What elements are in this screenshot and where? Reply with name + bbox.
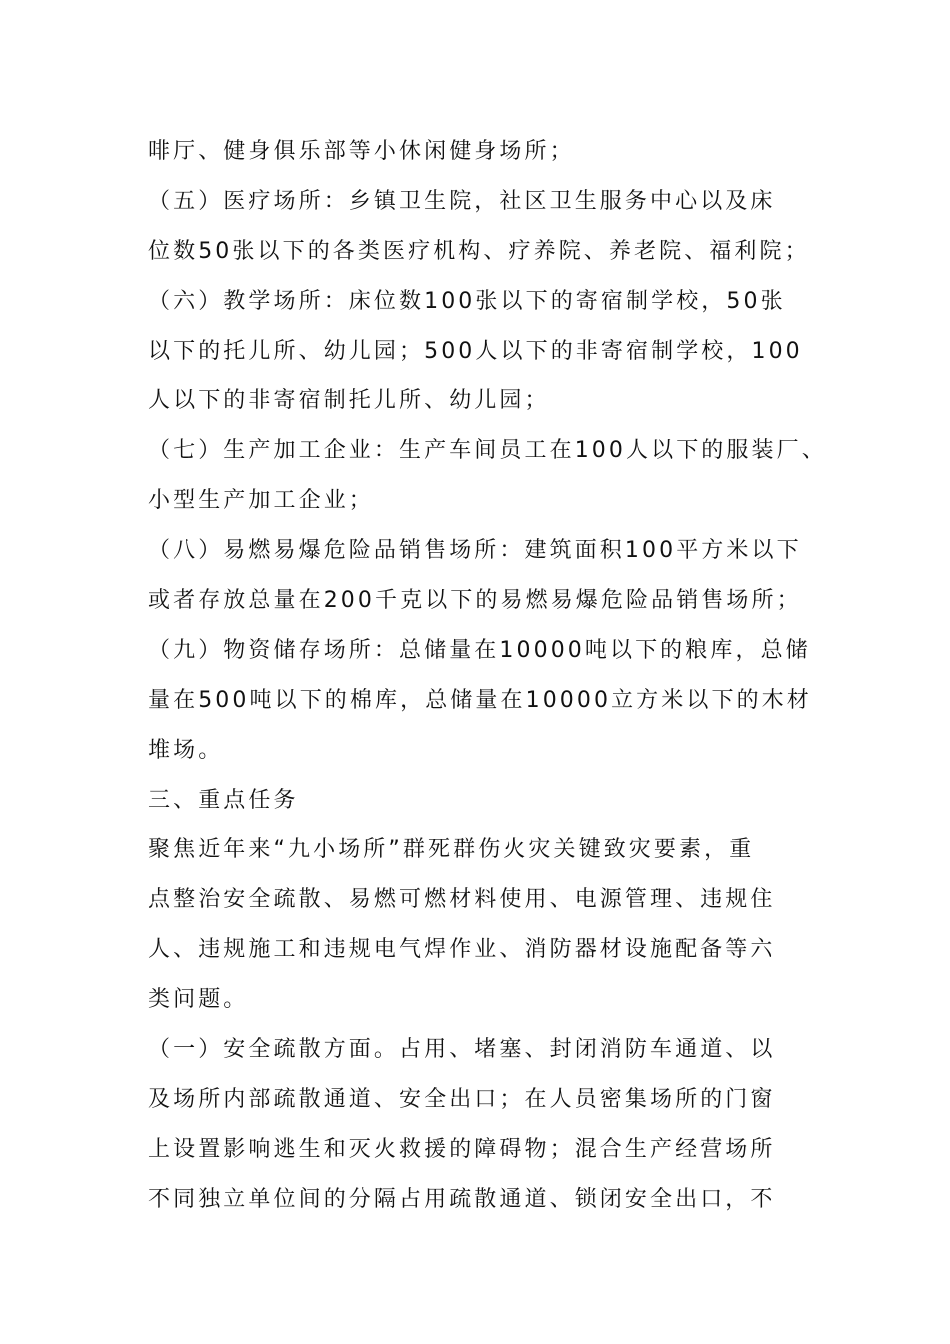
text-line: （五）医疗场所：乡镇卫生院，社区卫生服务中心以及床 bbox=[148, 188, 776, 214]
text-line: 上设置影响逃生和灭火救援的障碍物；混合生产经营场所 bbox=[148, 1136, 776, 1162]
text-line: 以下的托儿所、幼儿园；500人以下的非寄宿制学校，100 bbox=[148, 338, 803, 364]
text-line: 或者存放总量在200千克以下的易燃易爆危险品销售场所； bbox=[148, 588, 802, 614]
text-line: 人、违规施工和违规电气焊作业、消防器材设施配备等六 bbox=[148, 937, 776, 963]
text-line: 小型生产加工企业； bbox=[148, 488, 374, 514]
text-line: （六）教学场所：床位数100张以下的寄宿制学校，50张 bbox=[148, 288, 786, 314]
text-line: 类问题。 bbox=[148, 987, 249, 1013]
text-line: 位数50张以下的各类医疗机构、疗养院、养老院、福利院； bbox=[148, 238, 810, 264]
text-line: 堆场。 bbox=[148, 737, 224, 763]
text-line: （一）安全疏散方面。占用、堵塞、封闭消防车通道、以 bbox=[148, 1037, 776, 1063]
document-body bbox=[148, 127, 828, 1225]
text-line: （九）物资储存场所：总储量在10000吨以下的粮库，总储 bbox=[148, 637, 811, 663]
text-line: 聚焦近年来“九小场所”群死群伤火灾关键致灾要素，重 bbox=[148, 837, 755, 863]
text-line: 人以下的非寄宿制托儿所、幼儿园； bbox=[148, 388, 550, 414]
text-line: 点整治安全疏散、易燃可燃材料使用、电源管理、违规住 bbox=[148, 887, 776, 913]
text-line: 及场所内部疏散通道、安全出口；在人员密集场所的门窗 bbox=[148, 1086, 776, 1112]
section-heading: 三、重点任务 bbox=[148, 787, 299, 813]
text-line: 量在500吨以下的棉库，总储量在10000立方米以下的木材 bbox=[148, 687, 812, 713]
text-line: （八）易燃易爆危险品销售场所：建筑面积100平方米以下 bbox=[148, 538, 802, 564]
text-line: 啡厅、健身俱乐部等小休闲健身场所； bbox=[148, 139, 575, 164]
text-line: （七）生产加工企业：生产车间员工在100人以下的服装厂、 bbox=[148, 438, 827, 464]
text-line: 不同独立单位间的分隔占用疏散通道、锁闭安全出口，不 bbox=[148, 1186, 776, 1212]
